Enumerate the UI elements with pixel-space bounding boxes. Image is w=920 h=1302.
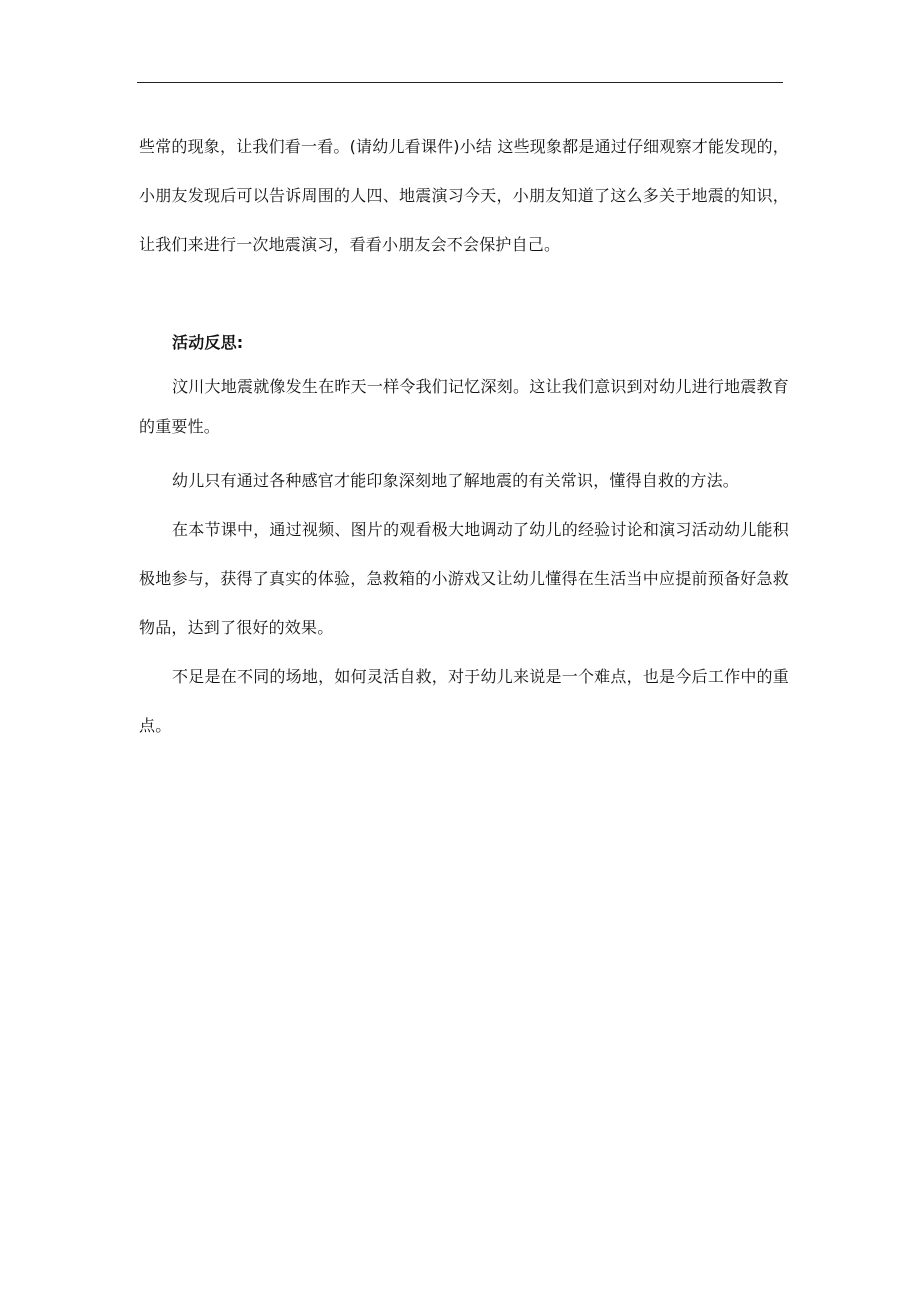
reflection-paragraph: 幼儿只有通过各种感官才能印象深刻地了解地震的有关常识，懂得自救的方法。 (172, 471, 740, 490)
reflection-paragraph: 汶川大地震就像发生在昨天一样令我们记忆深刻。这让我们意识到对幼儿进行地震教育的重要性。 (139, 377, 789, 436)
reflection-paragraph: 在本节课中，通过视频、图片的观看极大地调动了幼儿的经验讨论和演习活动幼儿能积极地参与，获得了真实的体验，急救箱的小游戏又让幼儿懂得在生活当中应提前预备好急救物品，达到了很好的效果。 (139, 520, 789, 637)
reflection-paragraph: 不足是在不同的场地，如何灵活自救，对于幼儿来说是一个难点，也是今后工作中的重点。 (139, 667, 789, 735)
continuation-paragraph: 些常的现象，让我们看一看。(请幼儿看课件)小结 这些现象都是通过仔细观察才能发现的，小朋友发现后可以告诉周围的人四、地震演习今天，小朋友知道了这么多关于地震的知识，让我们来进行一次地震演习，看看小朋友会不会保护自己。 (139, 137, 789, 254)
reflection-heading: 活动反思: (172, 333, 244, 352)
continuation-section (139, 122, 789, 269)
reflection-section (139, 318, 789, 750)
header-rule (137, 82, 783, 83)
